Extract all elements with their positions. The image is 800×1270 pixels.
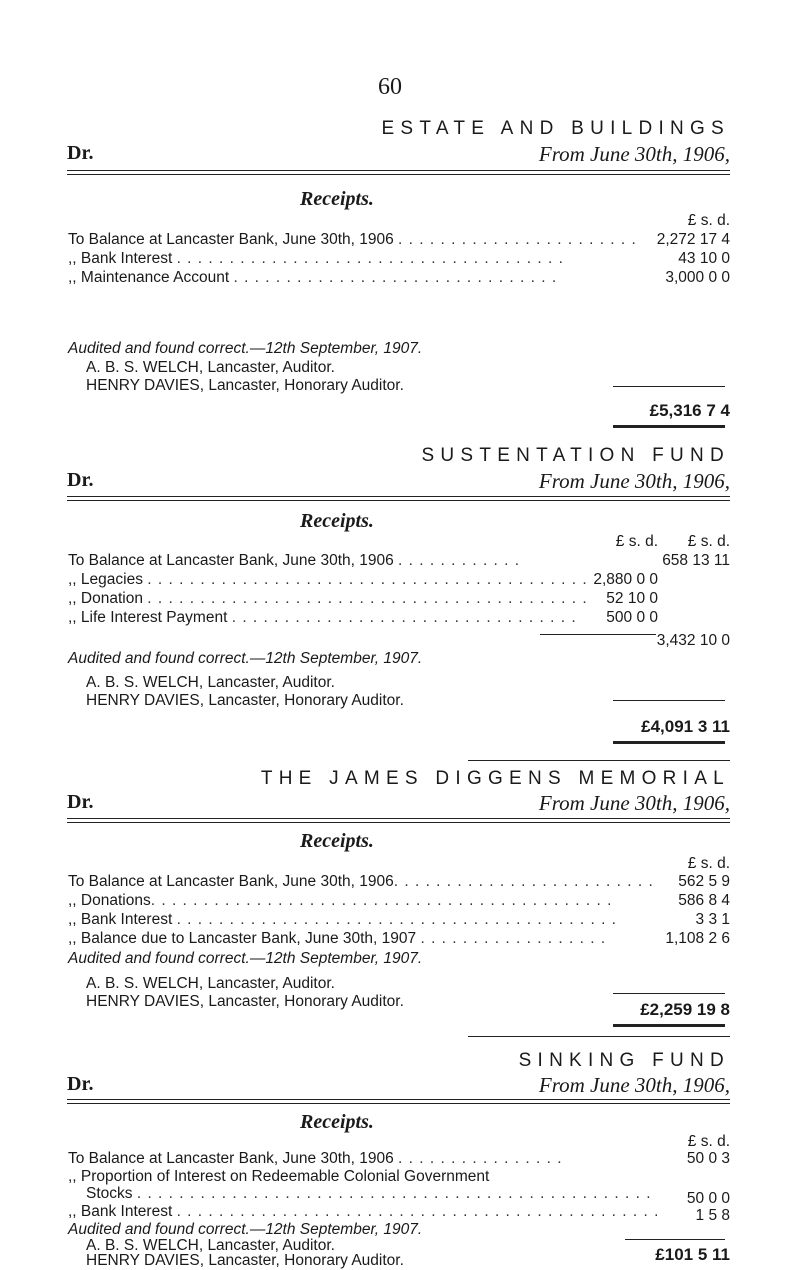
currency-header-1: £ s. d. (615, 533, 658, 550)
section-separator (468, 760, 730, 761)
line-item: To Balance at Lancaster Bank, June 30th, 1906 . . . . . . . . . . . . (68, 552, 521, 569)
line-item: To Balance at Lancaster Bank, June 30th, 1906. . . . . . . . . . . . . . . . . . . . . . . . . (68, 873, 654, 890)
audit-statement: Audited and found correct.—12th September, 1907. (68, 1221, 423, 1238)
line-amount-1: 52 10 0 (606, 590, 658, 607)
total-rule (613, 1024, 725, 1027)
line-item: ,, Maintenance Account . . . . . . . . . . . . . . . . . . . . . . . . . . . . . . . (68, 269, 558, 286)
receipts-heading: Receipts. (300, 1111, 374, 1133)
audit-statement: Audited and found correct.—12th September, 1907. (68, 340, 423, 357)
header-rule (67, 170, 730, 175)
line-item: To Balance at Lancaster Bank, June 30th, 1906 . . . . . . . . . . . . . . . . . . . . . . . (68, 231, 637, 248)
honorary-auditor-line: HENRY DAVIES, Lancaster, Honorary Auditor. (86, 993, 404, 1010)
section-title: SUSTENTATION FUND (421, 445, 730, 466)
section-separator (468, 1036, 730, 1037)
line-amount: 50 0 3 (686, 1150, 730, 1167)
total-rule (613, 425, 725, 428)
sum-rule (613, 386, 725, 387)
period-label: From June 30th, 1906, (538, 791, 730, 815)
page-number: 60 (378, 74, 402, 100)
line-amount: 1 5 8 (695, 1207, 730, 1224)
line-amount-2: 658 13 11 (662, 552, 730, 569)
sum-rule (625, 1239, 725, 1240)
section-title: SINKING FUND (518, 1050, 730, 1071)
currency-header: £ s. d. (687, 855, 730, 872)
period-label: From June 30th, 1906, (538, 1073, 730, 1097)
total-rule (613, 741, 725, 744)
sum-rule (613, 700, 725, 701)
period-label: From June 30th, 1906, (538, 142, 730, 166)
currency-header-2: £ s. d. (687, 533, 730, 550)
section-title: THE JAMES DIGGENS MEMORIAL (260, 768, 730, 789)
line-amount-1: 500 0 0 (606, 609, 658, 626)
currency-header: £ s. d. (687, 1133, 730, 1150)
line-amount: 43 10 0 (678, 250, 730, 267)
line-amount: 586 8 4 (678, 892, 730, 909)
section-total: £4,091 3 11 (641, 717, 730, 736)
honorary-auditor-line: HENRY DAVIES, Lancaster, Honorary Auditor. (86, 377, 404, 394)
auditor-line: A. B. S. WELCH, Lancaster, Auditor. (86, 1237, 335, 1254)
line-item: ,, Bank Interest . . . . . . . . . . . . . . . . . . . . . . . . . . . . . . . . . . . . . . . . . . . . . . (68, 1203, 660, 1220)
line-item: ,, Bank Interest . . . . . . . . . . . . . . . . . . . . . . . . . . . . . . . . . . . . . . . . . . (68, 911, 617, 928)
auditor-line: A. B. S. WELCH, Lancaster, Auditor. (86, 674, 335, 691)
line-item: ,, Donations. . . . . . . . . . . . . . . . . . . . . . . . . . . . . . . . . . . . . . . . . . . . (68, 892, 613, 909)
header-rule (67, 818, 730, 823)
dr-label: Dr. (67, 142, 94, 164)
receipts-heading: Receipts. (300, 830, 374, 852)
receipts-heading: Receipts. (300, 510, 374, 532)
currency-header: £ s. d. (687, 212, 730, 229)
section-total: £5,316 7 4 (649, 401, 730, 420)
line-item: ,, Balance due to Lancaster Bank, June 30th, 1907 . . . . . . . . . . . . . . . . . . (68, 930, 607, 947)
dr-label: Dr. (67, 1073, 94, 1095)
line-item: ,, Proportion of Interest on Redeemable Colonial Government (68, 1168, 490, 1185)
auditor-line: A. B. S. WELCH, Lancaster, Auditor. (86, 359, 335, 376)
receipts-heading: Receipts. (300, 188, 374, 210)
audit-statement: Audited and found correct.—12th September, 1907. (68, 950, 423, 967)
audit-statement: Audited and found correct.—12th September, 1907. (68, 650, 423, 667)
dr-label: Dr. (67, 791, 94, 813)
line-amount: 1,108 2 6 (665, 930, 730, 947)
line-item: ,, Donation . . . . . . . . . . . . . . . . . . . . . . . . . . . . . . . . . . . . . . . . . . (68, 590, 588, 607)
line-amount: 50 0 0 (686, 1190, 730, 1207)
line-item: ,, Life Interest Payment . . . . . . . . . . . . . . . . . . . . . . . . . . . . . . . . . (68, 609, 577, 626)
dr-label: Dr. (67, 469, 94, 491)
section-total: £2,259 19 8 (640, 1000, 730, 1019)
line-item: To Balance at Lancaster Bank, June 30th, 1906 . . . . . . . . . . . . . . . . (68, 1150, 563, 1167)
sum-rule (613, 993, 725, 994)
line-item: Stocks . . . . . . . . . . . . . . . . . . . . . . . . . . . . . . . . . . . . . . . . . . . . . . . . . (86, 1185, 652, 1202)
section-title: ESTATE AND BUILDINGS (381, 118, 730, 139)
section-total: £101 5 11 (655, 1245, 730, 1264)
line-item: ,, Legacies . . . . . . . . . . . . . . . . . . . . . . . . . . . . . . . . . . . . . . . . . . (68, 571, 588, 588)
honorary-auditor-line: HENRY DAVIES, Lancaster, Honorary Auditor. (86, 692, 404, 709)
period-label: From June 30th, 1906, (538, 469, 730, 493)
auditor-line: A. B. S. WELCH, Lancaster, Auditor. (86, 975, 335, 992)
header-rule (67, 496, 730, 501)
line-amount: 2,272 17 4 (656, 231, 730, 248)
line-amount: 562 5 9 (678, 873, 730, 890)
line-amount: 3 3 1 (695, 911, 730, 928)
header-rule (67, 1099, 730, 1104)
line-amount-1: 2,880 0 0 (593, 571, 658, 588)
subtotal-amount: 3,432 10 0 (656, 632, 730, 649)
line-amount: 3,000 0 0 (665, 269, 730, 286)
line-item: ,, Bank Interest . . . . . . . . . . . . . . . . . . . . . . . . . . . . . . . . . . . . . (68, 250, 564, 267)
honorary-auditor-line: HENRY DAVIES, Lancaster, Honorary Auditor. (86, 1252, 404, 1269)
